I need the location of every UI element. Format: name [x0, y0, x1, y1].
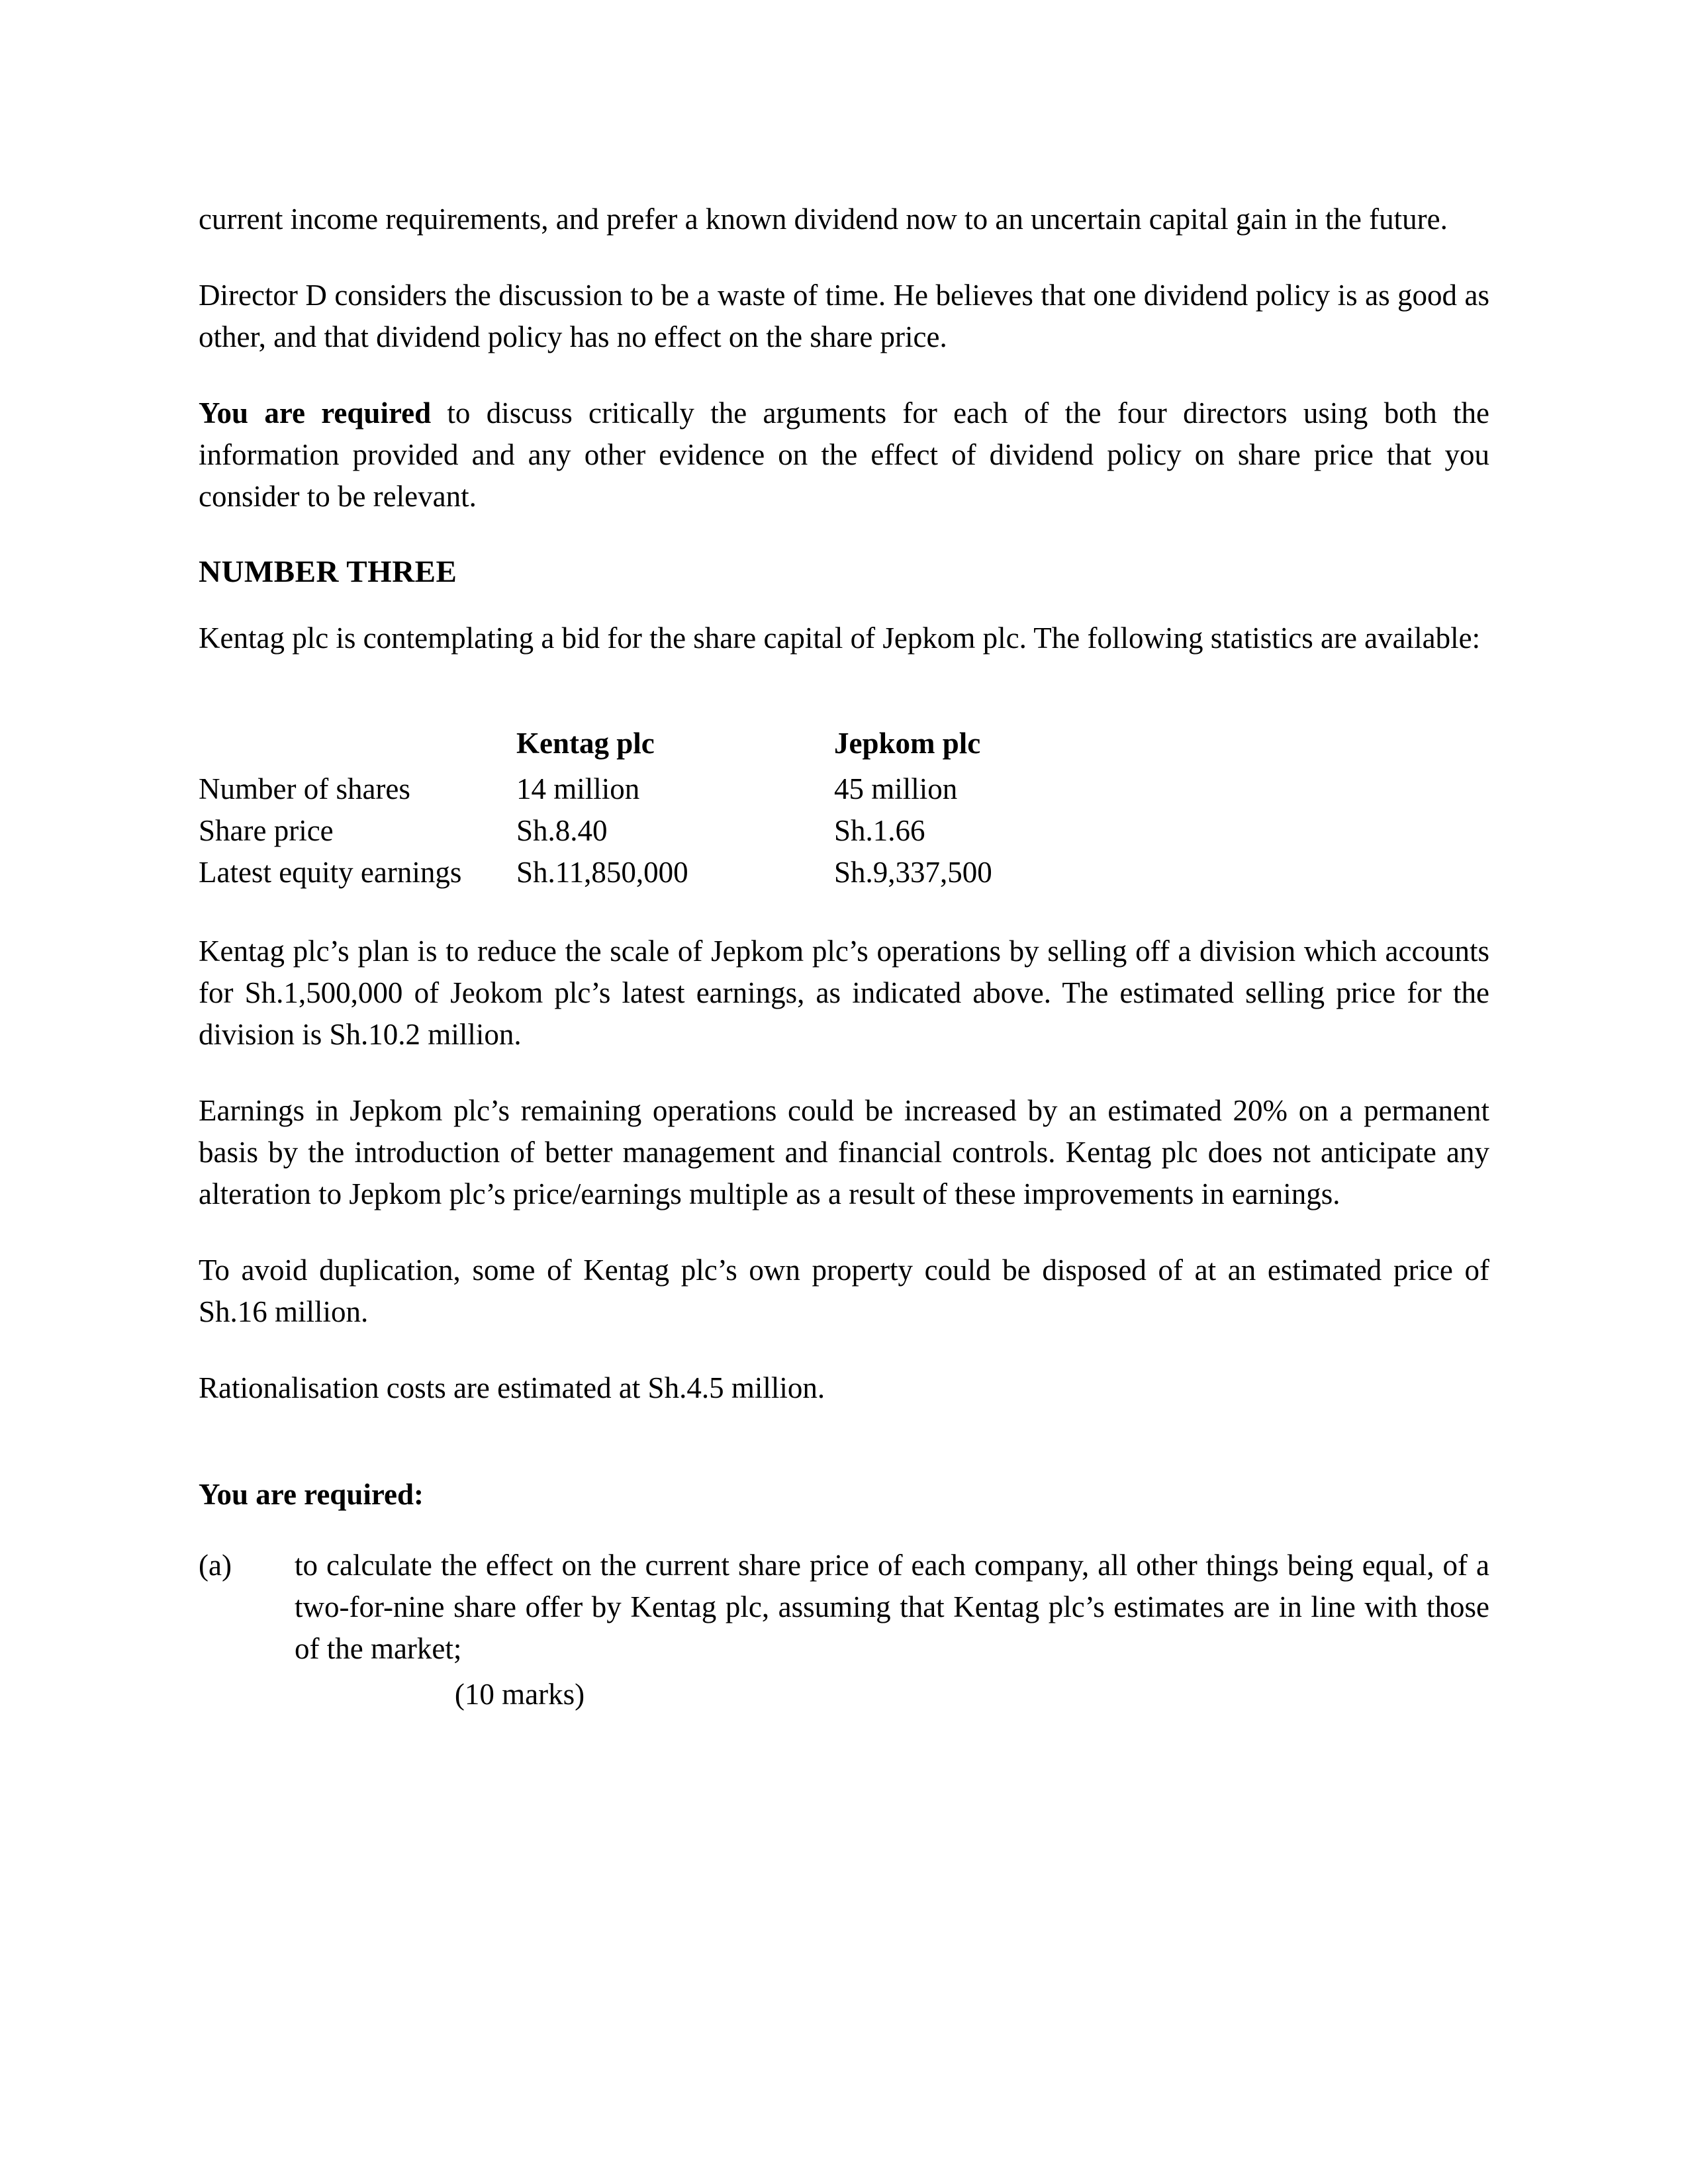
paragraph-director-d: Director D considers the discussion to be a waste of time. He believes that one dividend policy is as good as other, and that dividend policy has no effect on the share price. — [199, 279, 1489, 353]
requirement-marker-a: (a) — [199, 1549, 232, 1582]
requirement-item-a — [199, 1545, 1489, 1670]
table-body — [199, 768, 1489, 893]
page-title: NUMBER THREE — [199, 555, 457, 589]
requirement-text-a: to calculate the effect on the current share price of each company, all other things being equal, of a two-for-nine share offer by Kentag plc, assuming that Kentag plc’s estimates are in line with those of the market; — [295, 1549, 1489, 1666]
column-header-kentag: Kentag plc — [516, 727, 655, 760]
cell-kentag-latest-equity-earnings: Sh.11,850,000 — [516, 856, 688, 889]
statistics-table — [199, 723, 1489, 893]
row-label-latest-equity-earnings: Latest equity earnings — [199, 856, 462, 889]
cell-kentag-share-price: Sh.8.40 — [516, 814, 608, 848]
table-header-row — [199, 723, 1489, 768]
row-label-share-price: Share price — [199, 814, 334, 848]
paragraph-avoid-duplication: To avoid duplication, some of Kentag plc’s own property could be disposed of at an estimated price of Sh.16 million. — [199, 1253, 1489, 1329]
table-top-spacer — [199, 692, 1489, 723]
document-body — [199, 199, 1489, 1715]
paragraph-kentag-plan: Kentag plc’s plan is to reduce the scale of Jepkom plc’s operations by selling off a division which accounts for Sh.1,500,000 of Jeokom plc’s latest earnings, as indicated above. The estimated selling price for the division is Sh.10.2 million. — [199, 934, 1489, 1052]
marks-allocation: (10 marks) — [454, 1678, 585, 1711]
paragraph-current-income: current income requirements, and prefer a known dividend now to an uncertain capital gain in the future. — [199, 203, 1448, 236]
you-are-required-lead: You are required — [199, 396, 432, 430]
cell-jepkom-number-of-shares: 45 million — [834, 772, 958, 806]
table-row — [199, 852, 1489, 893]
row-label-number-of-shares: Number of shares — [199, 772, 410, 806]
table-row — [199, 768, 1489, 810]
paragraph-kentag-bid-intro: Kentag plc is contemplating a bid for the share capital of Jepkom plc. The following statistics are available: — [199, 621, 1481, 655]
paragraph-earnings-increase: Earnings in Jepkom plc’s remaining operations could be increased by an estimated 20% on a permanent basis by the introduction of better management and financial controls. Kentag plc does not anticipate any alteration to Jepkom plc’s price/earnings multiple as a result of these improvements in earnings. — [199, 1094, 1489, 1211]
table-row — [199, 810, 1489, 852]
column-header-blank — [199, 723, 516, 768]
paragraph-rationalisation-costs: Rationalisation costs are estimated at Sh.4.5 million. — [199, 1371, 825, 1405]
cell-kentag-number-of-shares: 14 million — [516, 772, 640, 806]
requirements-heading: You are required: — [199, 1478, 424, 1512]
requirements-top-spacer — [199, 1443, 1489, 1474]
column-header-jepkom: Jepkom plc — [834, 727, 981, 760]
paragraph-you-are-required-discuss — [199, 392, 1489, 518]
table-head — [199, 723, 1489, 768]
you-are-required-rest: to discuss critically the arguments for each of the four directors using both the information provided and any other evidence on the effect of dividend policy on share price that you consider to be relevant. — [199, 396, 1489, 513]
cell-jepkom-share-price: Sh.1.66 — [834, 814, 925, 848]
cell-jepkom-latest-equity-earnings: Sh.9,337,500 — [834, 856, 992, 889]
